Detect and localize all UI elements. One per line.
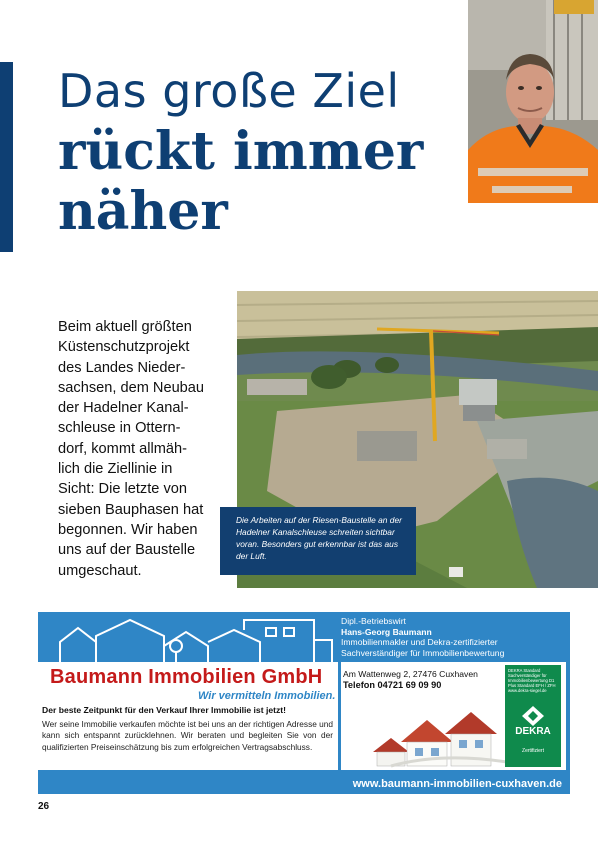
intro-line: Küstenschutzprojekt [58,339,190,356]
headline-line-2: rückt immer [58,121,424,182]
ad-body-text: Wer seine Immobilie verkaufen möchte ist bei uns an der richtigen Adresse und kann sich entspannt zurücklehnen. Wir beraten und begleiten Sie von der qualifizierten Preiseinschätzung bis zum erfolgreichen Vertragsabschluss. [42,719,333,752]
intro-line: dorf, kommt allmäh- [58,440,187,457]
ad-person-name: Hans-Georg Baumann [341,626,432,637]
intro-line: Beim aktuell größten [58,319,192,335]
dekra-logo-word: DEKRA [515,726,551,737]
intro-line: sachsen, dem Neubau [58,379,205,396]
houses-illustration [371,692,511,768]
intro-line: begonnen. Wir haben [58,521,198,538]
intro-line: uns auf der Baustelle [58,542,196,559]
intro-line: des Landes Nieder- [58,359,186,376]
portrait-photo [468,0,598,203]
intro-line: sieben Bauphasen hat [58,501,204,518]
ad-company-name: Baumann Immobilien GmbH [50,666,323,688]
dekra-cert-label: Zertifiziert [522,748,544,754]
advertisement [38,612,570,794]
page-title [58,60,458,242]
ad-website-link[interactable]: www.baumann-immobilien-cuxhaven.de [352,778,562,790]
ad-contact-header [341,616,567,658]
page-number: 26 [38,801,50,812]
ad-role-line-2: Sachverständiger für Immobilienbewertung [341,647,505,658]
dekra-seal-text: DEKRA Standard Sachverständiger für Immobilienbewertung D1 Plus Standard EFH / ZFH [508,668,556,688]
headline-line-3: näher [58,181,228,242]
intro-line: schleuse in Ottern- [58,420,181,437]
accent-bar [0,62,13,252]
ad-slogan: Wir vermitteln Immobilien. [198,690,336,702]
ad-phone[interactable]: Telefon 04721 69 09 90 [343,680,442,690]
ad-address: Am Wattenweg 2, 27476 Cuxhaven [343,669,478,679]
houses-outline-graphic [38,612,338,662]
ad-role-line-1: Immobilienmakler und Dekra-zertifizierter [341,637,498,648]
intro-text [58,317,206,581]
photo-caption: Die Arbeiten auf der Riesen-Baustelle an der Hadelner Kanalschleuse schreiten sichtbar voran. Besonders gut erkennbar ist das aus der Luft. [220,507,416,575]
ad-title-line: Dipl.-Betriebswirt [341,616,406,626]
dekra-seal-url: www.dekra-siegel.de [508,688,547,693]
dekra-logo-icon [508,705,558,727]
ad-contact-panel [341,662,566,770]
intro-line: der Hadelner Kanal- [58,400,189,417]
dekra-seal [505,665,561,767]
headline-line-1: Das große Ziel [58,64,400,118]
ad-text-panel [38,662,338,770]
intro-line: Sicht: Die letzte von [58,481,187,498]
ad-headline: Der beste Zeitpunkt für den Verkauf Ihrer Immobilie ist jetzt! [42,705,287,715]
intro-line: umgeschaut. [58,562,142,579]
intro-line: lich die Ziellinie in [58,461,173,478]
